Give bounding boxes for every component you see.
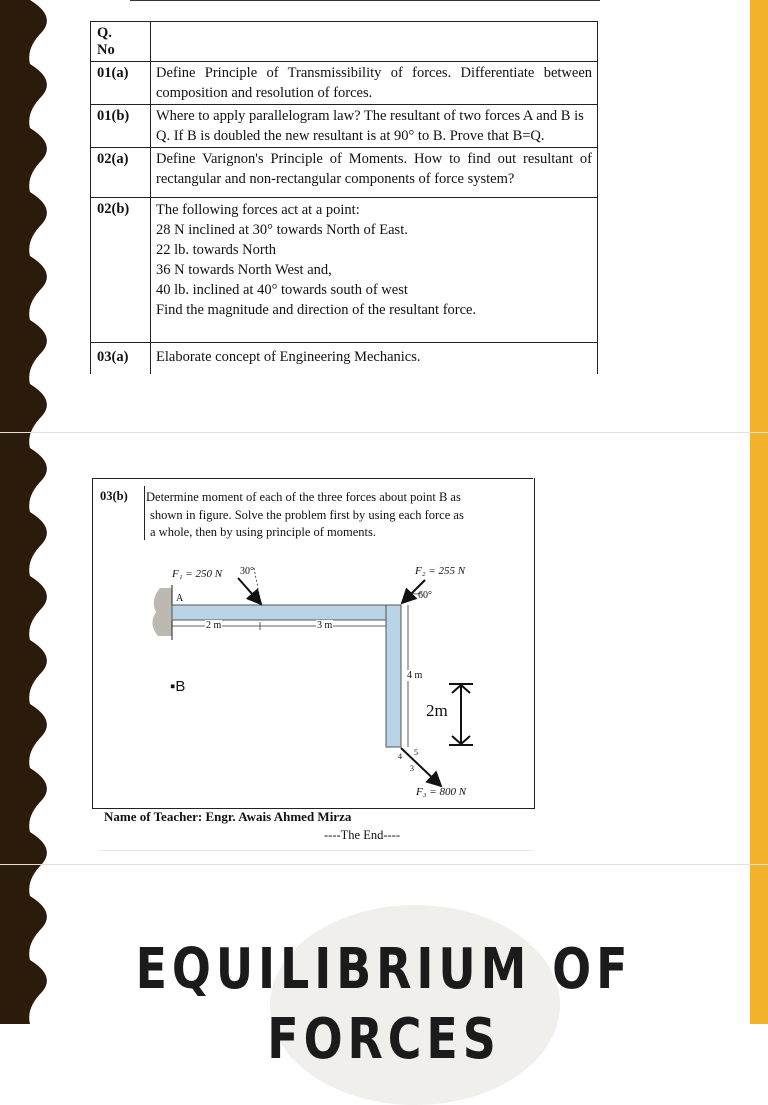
question-line: The following forces act at a point: bbox=[156, 202, 360, 218]
figure-question-line: a whole, then by using principle of moments. bbox=[150, 525, 377, 539]
question-number: 02(a) bbox=[91, 148, 151, 198]
question-text: Define Varignon's Principle of Moments. How to find out resultant of rectangular and non-rectangular components of force system? bbox=[151, 148, 598, 198]
f2-label: F₂ = 255 N bbox=[415, 565, 466, 577]
ratio-5-label: 5 bbox=[414, 748, 418, 757]
f1-label: F₁ = 250 N bbox=[172, 568, 223, 580]
qno-header-text: Q. No bbox=[97, 25, 115, 58]
question-number: 02(b) bbox=[91, 198, 151, 343]
force-f1-arrow bbox=[238, 578, 261, 604]
footer-rule bbox=[100, 850, 533, 851]
ratio-4-label: 4 bbox=[398, 752, 402, 761]
question-line: 40 lb. inclined at 40° towards south of west bbox=[156, 282, 408, 298]
figure-question-number: 03(b) bbox=[100, 489, 128, 503]
force-f3-arrow bbox=[401, 748, 441, 786]
dim-4m-label: 4 m bbox=[407, 670, 423, 681]
point-a-label: A bbox=[176, 593, 184, 604]
horizontal-member bbox=[172, 605, 400, 620]
question-text: Define Principle of Transmissibility of forces. Differentiate between composition and resolution of forces. bbox=[151, 62, 598, 105]
ratio-3-label: 3 bbox=[410, 764, 414, 773]
the-end: ----The End---- bbox=[324, 828, 400, 842]
figure-question-line: Determine moment of each of the three forces about point B as bbox=[146, 490, 461, 504]
dim-2m-right-label: 2m bbox=[426, 701, 448, 720]
question-number: 03(a) bbox=[91, 343, 151, 375]
vertical-member bbox=[386, 605, 401, 747]
question-line: 22 lb. towards North bbox=[156, 242, 277, 258]
point-b-label: ▪B bbox=[170, 678, 186, 695]
question-number: 01(a) bbox=[91, 62, 151, 105]
question-text: Where to apply parallelogram law? The resultant of two forces A and B is Q. If B is doubled the new resultant is at 90° to B. Prove that B=Q. bbox=[151, 105, 598, 148]
f2-angle-label: 60° bbox=[418, 590, 432, 601]
wall-support bbox=[152, 588, 172, 636]
question-line: 28 N inclined at 30° towards North of East. bbox=[156, 222, 408, 238]
dim-2m-label: 2 m bbox=[206, 620, 222, 631]
question-number: 01(b) bbox=[91, 105, 151, 148]
question-line: 36 N towards North West and, bbox=[156, 262, 332, 278]
figure-question-line: shown in figure. Solve the problem first by using each force as bbox=[150, 507, 464, 522]
dim-3m-label: 3 m bbox=[317, 620, 333, 631]
f3-label: F₃ = 800 N bbox=[416, 786, 467, 798]
question-text: Elaborate concept of Engineering Mechanics. bbox=[151, 343, 598, 375]
f1-angle-label: 30° bbox=[240, 566, 254, 577]
teacher-name: Name of Teacher: Engr. Awais Ahmed Mirza bbox=[104, 809, 352, 824]
question-line: Find the magnitude and direction of the resultant force. bbox=[156, 302, 477, 318]
page-title: EQUILIBRIUM OF FORCES bbox=[135, 937, 633, 1072]
